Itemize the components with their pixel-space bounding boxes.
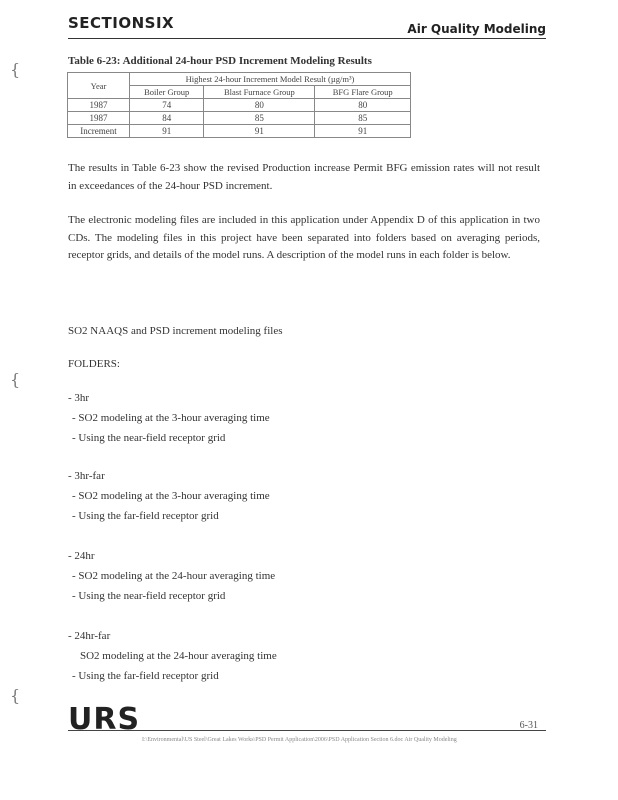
table-cell: 80 [204, 99, 315, 112]
folder-name: - 3hr [68, 392, 90, 404]
row-label: Increment [68, 125, 130, 138]
header-rule [68, 38, 546, 39]
footer-rule [68, 730, 546, 731]
folder-item: - SO2 modeling at the 24-hour averaging time [72, 570, 276, 582]
folder-item: - SO2 modeling at the 3-hour averaging time [72, 490, 270, 502]
folder-name: - 3hr-far [68, 470, 105, 482]
row-label: 1987 [68, 112, 130, 125]
table-cell: 80 [315, 99, 411, 112]
section-heading: SECTIONSIX [68, 14, 175, 32]
table-cell: 91 [130, 125, 204, 138]
table-row [68, 125, 411, 138]
margin-mark-icon: { [10, 370, 21, 389]
table-title: Table 6-23: Additional 24-hour PSD Increment Modeling Results [68, 55, 372, 67]
table-cell: 91 [315, 125, 411, 138]
footer-path: I:\Environmental\US Steel\Great Lakes Works\PSD Permit Application\2006\PSD Application Section 6.doc Air Quality Modeling [142, 737, 457, 743]
folder-item: - Using the near-field receptor grid [72, 590, 226, 602]
row-label: 1987 [68, 99, 130, 112]
section-topic: Air Quality Modeling [407, 22, 546, 36]
table-row [68, 112, 411, 125]
modeling-files-heading: SO2 NAAQS and PSD increment modeling files [68, 325, 283, 337]
table-cell: 85 [315, 112, 411, 125]
table-cell: 84 [130, 112, 204, 125]
page-number: 6-31 [519, 720, 538, 731]
col-header: BFG Flare Group [315, 86, 411, 99]
margin-mark-icon: { [10, 60, 21, 79]
col-year-header: Year [68, 73, 130, 99]
psd-results-table [67, 72, 411, 138]
table-cell: 74 [130, 99, 204, 112]
files-paragraph: The electronic modeling files are included in this application under Appendix D of this application in two CDs. The modeling files in this project have been separated into folders based on averaging periods, receptor grids, and details of the model runs. A description of the model runs in each folder is below. [68, 214, 540, 261]
folder-name: - 24hr [68, 550, 95, 562]
folder-item: - Using the far-field receptor grid [72, 510, 219, 522]
col-header: Blast Furnace Group [204, 86, 315, 99]
table-cell: 85 [204, 112, 315, 125]
group-header: Highest 24-hour Increment Model Result (µg/m³) [130, 73, 411, 86]
margin-mark-icon: { [10, 686, 21, 705]
folder-item: - SO2 modeling at the 3-hour averaging time [72, 412, 270, 424]
folder-name: - 24hr-far [68, 630, 111, 642]
folder-item: - Using the far-field receptor grid [72, 670, 219, 682]
urs-logo: URS [68, 702, 141, 737]
col-header: Boiler Group [130, 86, 204, 99]
table-cell: 91 [204, 125, 315, 138]
folder-item: SO2 modeling at the 24-hour averaging time [80, 650, 277, 662]
folder-item: - Using the near-field receptor grid [72, 432, 226, 444]
folders-label: FOLDERS: [68, 358, 120, 370]
results-paragraph: The results in Table 6-23 show the revised Production increase Permit BFG emission rates will not result in exceedances of the 24-hour PSD increment. [68, 162, 540, 192]
table-row [68, 99, 411, 112]
